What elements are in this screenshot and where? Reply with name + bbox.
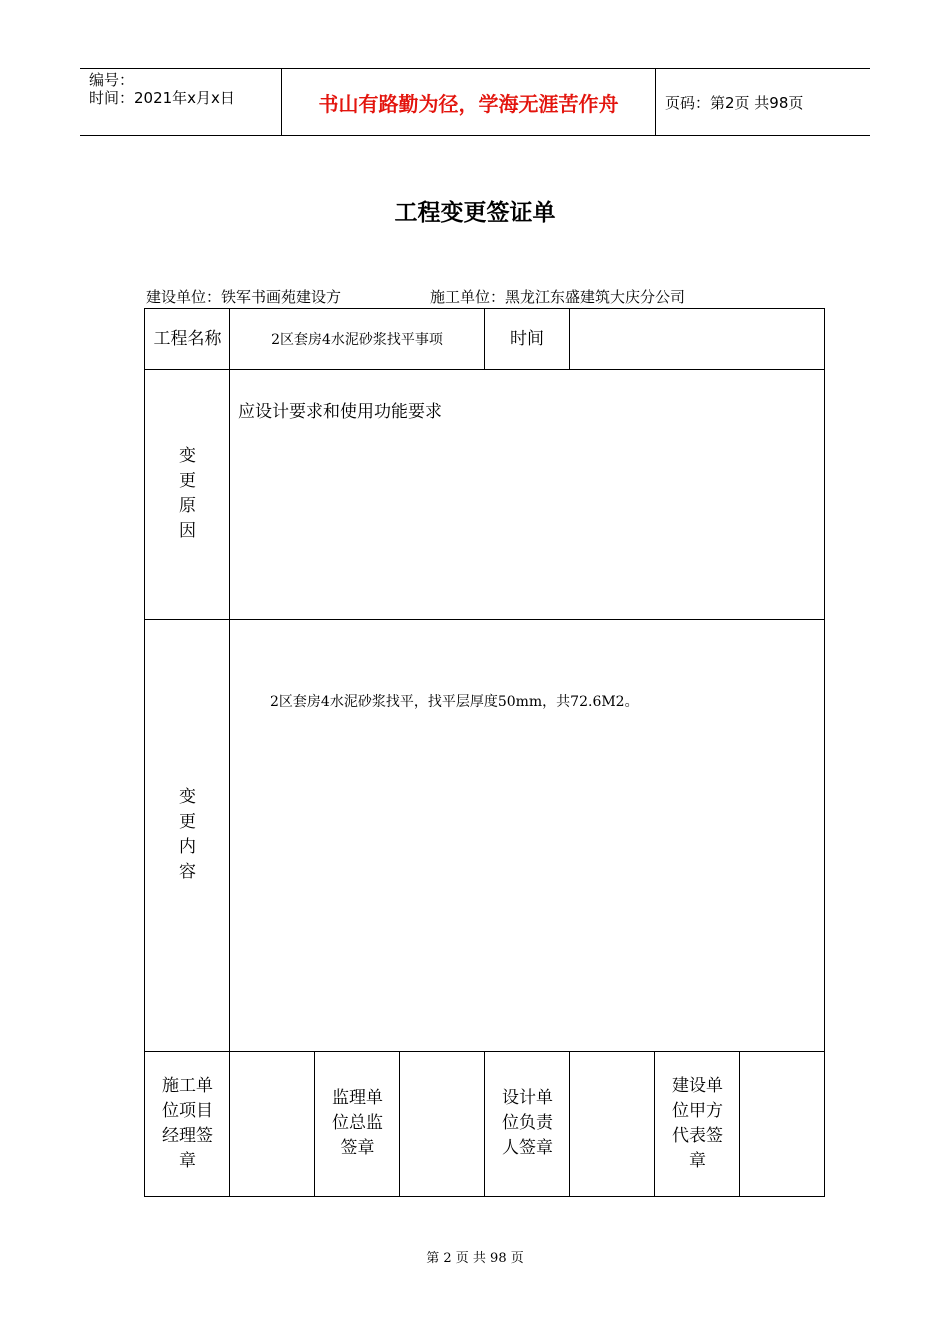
column-divider — [399, 1051, 400, 1196]
column-divider — [229, 309, 230, 1196]
signature-label-construction-text: 施工单位项目经理签章 — [162, 1075, 213, 1171]
signature-box-supervision[interactable] — [400, 1051, 485, 1196]
content-label: 变更内容 — [179, 787, 196, 882]
row-divider — [145, 619, 824, 620]
reason-label-cell — [145, 369, 230, 619]
change-form-table — [144, 308, 825, 1197]
signature-box-construction[interactable] — [230, 1051, 315, 1196]
signature-label-supervision-text: 监理单位总监签章 — [332, 1088, 383, 1158]
document-time-label: 时间：2021年x月x日 — [89, 89, 235, 107]
construction-unit-text: 施工单位：黑龙江东盛建筑大庆分公司 — [430, 288, 686, 306]
column-divider — [739, 1051, 740, 1196]
reason-value: 应设计要求和使用功能要求 — [238, 402, 442, 422]
column-divider — [484, 309, 485, 369]
signature-label-supervision — [315, 1051, 400, 1196]
header-page-number: 页码：第2页 共98页 — [665, 93, 804, 112]
time-value — [570, 309, 824, 369]
column-divider — [654, 1051, 655, 1196]
time-label: 时间 — [510, 328, 544, 349]
signature-label-design — [485, 1051, 570, 1196]
reason-label: 变更原因 — [179, 446, 196, 541]
row-divider — [145, 369, 824, 370]
page-footer: 第 2 页 共 98 页 — [426, 1251, 524, 1266]
signature-box-design[interactable] — [570, 1051, 655, 1196]
document-title: 工程变更签证单 — [394, 200, 556, 226]
signature-label-owner-text: 建设单位甲方代表签章 — [672, 1075, 723, 1171]
signature-label-owner — [655, 1051, 740, 1196]
project-name-label-text: 工程名称 — [153, 328, 222, 349]
page-header — [80, 68, 870, 136]
column-divider — [314, 1051, 315, 1196]
column-divider — [569, 309, 570, 369]
build-unit-text: 建设单位：铁军书画苑建设方 — [146, 288, 342, 306]
column-divider — [484, 1051, 485, 1196]
header-motto: 书山有路勤为径，学海无涯苦作舟 — [282, 69, 656, 135]
signature-box-owner[interactable] — [740, 1051, 824, 1196]
signature-label-design-text: 设计单位负责人签章 — [502, 1088, 553, 1158]
content-value: 2区套房4水泥砂浆找平，找平层厚度50mm，共72.6M2。 — [270, 694, 639, 710]
header-meta — [80, 69, 282, 135]
signature-label-construction — [145, 1051, 230, 1196]
column-divider — [569, 1051, 570, 1196]
document-number-label: 编号： — [89, 71, 135, 89]
project-name-label — [145, 309, 230, 369]
project-name-value: 2区套房4水泥砂浆找平事项 — [271, 332, 443, 348]
content-label-cell — [145, 619, 230, 1051]
